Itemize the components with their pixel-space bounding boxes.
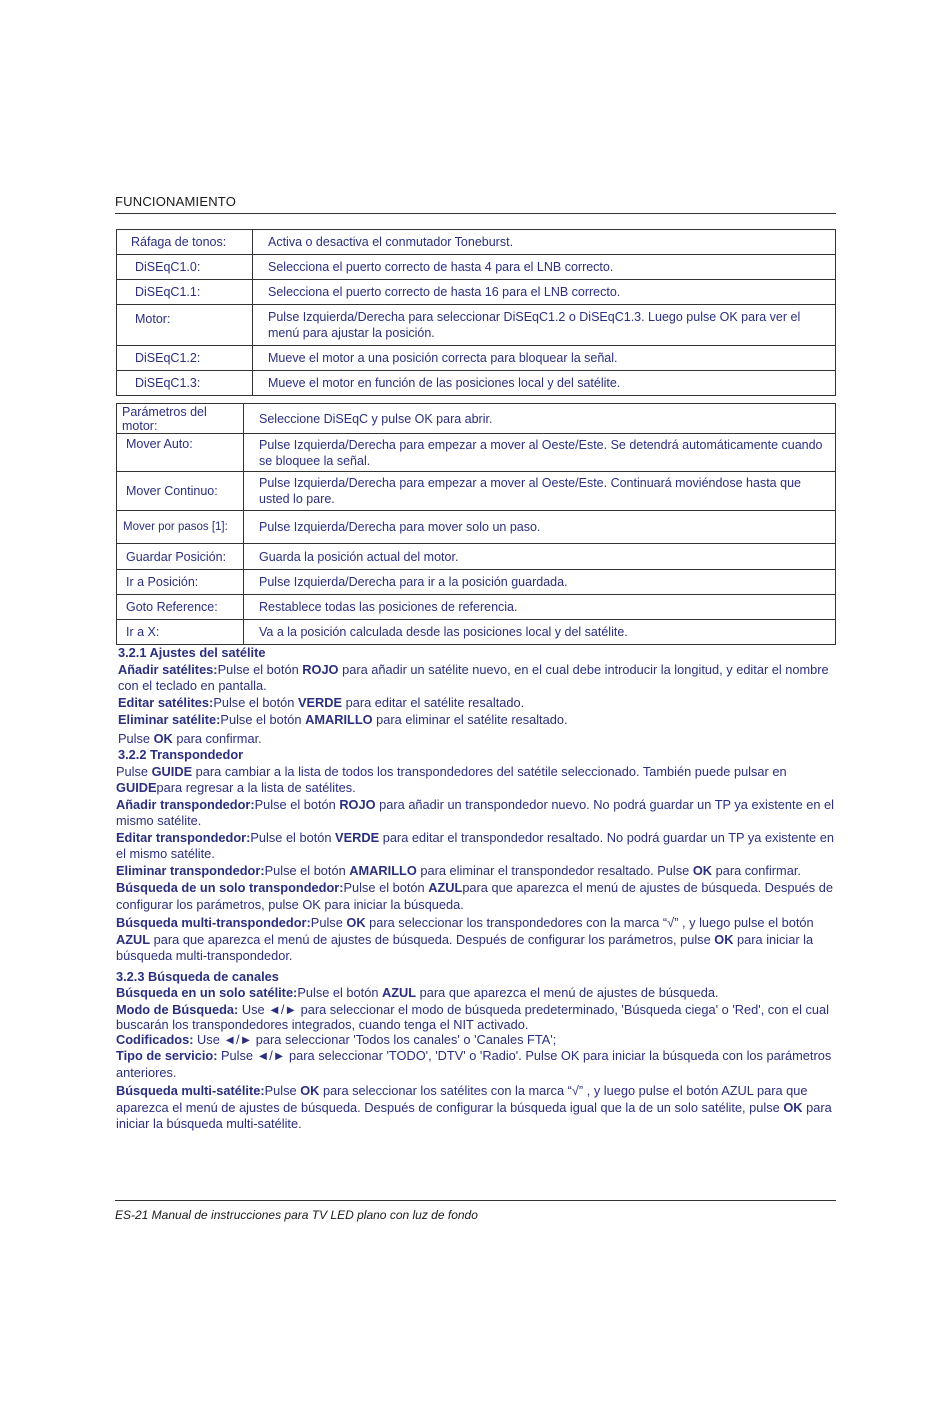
row-key: Ir a Posición: [117, 570, 244, 595]
table-row [117, 544, 836, 570]
row-value: Pulse Izquierda/Derecha para mover solo un paso. [244, 511, 836, 544]
footer-rule [115, 1200, 836, 1201]
row-key: Goto Reference: [117, 595, 244, 620]
row-key: Parámetros del motor: [117, 404, 244, 434]
row-key: Mover por pasos [1]: [117, 511, 244, 544]
header-rule [115, 213, 836, 214]
table-row [117, 620, 836, 645]
row-value: Activa o desactiva el conmutador Toneburst. [253, 230, 836, 255]
row-key: DiSEqC1.0: [117, 255, 253, 280]
motor-table [116, 403, 836, 645]
para-coded: Codificados: Use ◄/► para seleccionar 'Todos los canales' o 'Canales FTA'; [116, 1031, 557, 1047]
heading-busqueda-canales: 3.2.3 Búsqueda de canales [116, 968, 279, 984]
diseqc-table [116, 229, 836, 396]
table-row [117, 404, 836, 434]
row-value: Guarda la posición actual del motor. [244, 544, 836, 570]
para-single-sat-search: Búsqueda en un solo satélite:Pulse el botón AZUL para que aparezca el menú de ajustes de búsqueda. [116, 985, 719, 1000]
row-value: Pulse Izquierda/Derecha para empezar a mover al Oeste/Este. Continuará moviéndose hasta que usted lo pare. [244, 472, 836, 511]
para-add-tp: Añadir transpondedor:Pulse el botón ROJO para añadir un transpondedor nuevo. No podrá guardar un TP ya existente en el mismo satélite. [116, 796, 834, 828]
row-value: Va a la posición calculada desde las posiciones local y del satélite. [244, 620, 836, 645]
row-key: Motor: [117, 305, 253, 346]
row-key: Mover Auto: [117, 434, 244, 472]
row-key: DiSEqC1.1: [117, 280, 253, 305]
para-edit-tp: Editar transpondedor:Pulse el botón VERDE para editar el transpondedor resaltado. No podrá guardar un TP ya existente en el mismo satélite. [116, 829, 834, 861]
row-value: Selecciona el puerto correcto de hasta 4 para el LNB correcto. [253, 255, 836, 280]
table-row [117, 255, 836, 280]
para-service-type: Tipo de servicio: Pulse ◄/► para seleccionar 'TODO', 'DTV' o 'Radio'. Pulse OK para iniciar la búsqueda con los parámetros anteriores. [116, 1048, 832, 1080]
para-delete-satellite: Eliminar satélite:Pulse el botón AMARILLO para eliminar el satélite resaltado. [118, 712, 568, 727]
heading-transpondedor: 3.2.2 Transpondedor [118, 747, 244, 762]
row-key: Ráfaga de tonos: [117, 230, 253, 255]
table-row [117, 305, 836, 346]
table-row [117, 570, 836, 595]
para-add-satellite: Añadir satélites:Pulse el botón ROJO para añadir un satélite nuevo, en el cual debe introducir la longitud, y editar el nombre con el teclado en pantalla. [118, 661, 829, 693]
table-row [117, 511, 836, 544]
row-value: Pulse Izquierda/Derecha para empezar a mover al Oeste/Este. Se detendrá automáticamente cuando se bloquee la señal. [244, 434, 836, 472]
para-single-tp-search: Búsqueda de un solo transpondedor:Pulse el botón AZULpara que aparezca el menú de ajustes de búsqueda. Después de configurar los parámetros, pulse OK para iniciar la búsqueda. [116, 880, 833, 912]
row-value: Selecciona el puerto correcto de hasta 16 para el LNB correcto. [253, 280, 836, 305]
section-header: FUNCIONAMIENTO [115, 194, 237, 209]
para-confirm: Pulse OK para confirmar. [118, 730, 262, 746]
row-value: Mueve el motor en función de las posiciones local y del satélite. [253, 371, 836, 396]
para-multi-sat-search: Búsqueda multi-satélite:Pulse OK para seleccionar los satélites con la marca “√” , y luego pulse el botón AZUL para que aparezca el menú de ajustes de búsqueda. Después de configurar la búsqueda igual que la de un solo satélite, pulse OK para iniciar la búsqueda multi-satélite. [116, 1083, 832, 1131]
para-edit-satellite: Editar satélites:Pulse el botón VERDE para editar el satélite resaltado. [118, 694, 525, 710]
table-row [117, 371, 836, 396]
table-row [117, 434, 836, 472]
para-multi-tp-search: Búsqueda multi-transpondedor:Pulse OK para seleccionar los transpondedores con la marca “√” , y luego pulse el botón AZUL para que aparezca el menú de ajustes de búsqueda. Después de configurar los parámetros, pulse OK para iniciar la búsqueda multi-transpondedor. [116, 915, 814, 963]
row-value: Pulse Izquierda/Derecha para ir a la posición guardada. [244, 570, 836, 595]
table-row [117, 472, 836, 511]
row-value: Mueve el motor a una posición correcta para bloquear la señal. [253, 346, 836, 371]
para-delete-tp: Eliminar transpondedor:Pulse el botón AMARILLO para eliminar el transpondedor resaltado. Pulse OK para confirmar. [116, 862, 801, 878]
heading-ajustes-satelite: 3.2.1 Ajustes del satélite [118, 645, 266, 660]
row-value: Restablece todas las posiciones de referencia. [244, 595, 836, 620]
table-row [117, 280, 836, 305]
body-text [116, 645, 836, 1133]
row-key: Guardar Posición: [117, 544, 244, 570]
row-key: Ir a X: [117, 620, 244, 645]
table-row [117, 346, 836, 371]
para-guide: Pulse GUIDE para cambiar a la lista de todos los transpondedores del satétile seleccionado. También puede pulsar en GUIDEpara regresar a la lista de satélites. [116, 763, 787, 795]
row-value: Pulse Izquierda/Derecha para seleccionar DiSEqC1.2 o DiSEqC1.3. Luego pulse OK para ver el menú para ajustar la posición. [253, 305, 836, 346]
row-value: Seleccione DiSEqC y pulse OK para abrir. [244, 404, 836, 434]
row-key: Mover Continuo: [117, 472, 244, 511]
para-search-mode: Modo de Búsqueda: Use ◄/► para seleccionar el modo de búsqueda predeterminado, 'Búsqueda ciega' o 'Red', con el cual buscarán los transpondedores integrados, cuando tenga el NIT activado. [116, 1001, 829, 1032]
table-row [117, 230, 836, 255]
row-key: DiSEqC1.3: [117, 371, 253, 396]
row-key: DiSEqC1.2: [117, 346, 253, 371]
table-row [117, 595, 836, 620]
page-footer: ES-21 Manual de instrucciones para TV LED plano con luz de fondo [115, 1208, 478, 1222]
